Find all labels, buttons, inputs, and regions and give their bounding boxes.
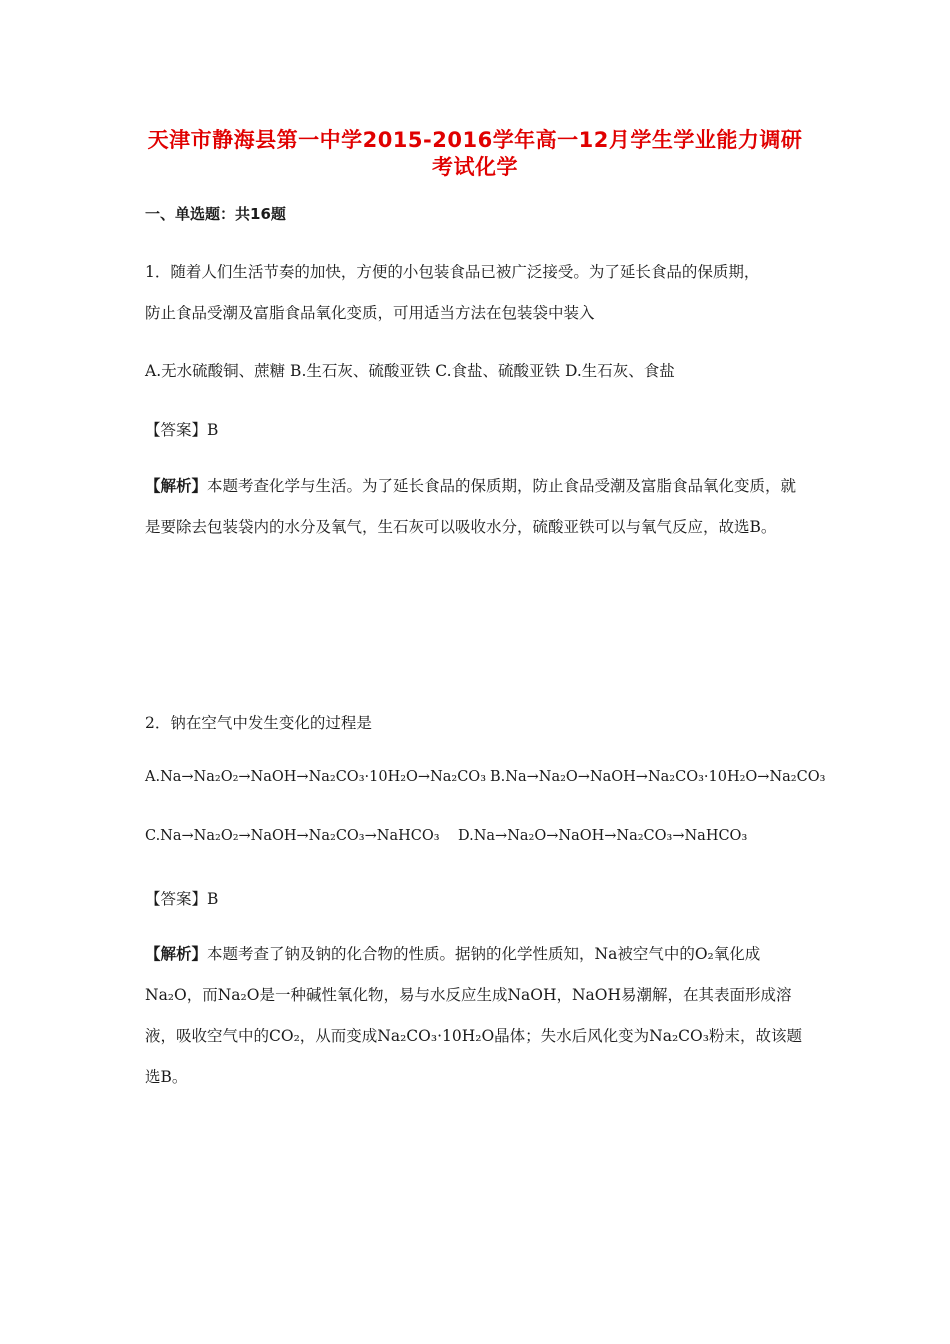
analysis-label: 【解析】 [145,945,208,963]
question-2-option-a: A.Na→Na₂O₂→NaOH→Na₂CO₃·10H₂O→Na₂CO₃ [145,769,487,785]
question-2-option-d: D.Na→Na₂O→NaOH→Na₂CO₃→NaHCO₃ [458,828,748,844]
question-2-answer [145,887,218,909]
answer-label: 【答案】 [145,890,208,908]
section-heading: 一、单选题：共16题 [145,205,286,223]
document-title-line-1: 天津市静海县第一中学2015-2016学年高一12月学生学业能力调研 [147,128,803,152]
document-title-line-2: 考试化学 [432,155,518,179]
question-2-stem: 2．钠在空气中发生变化的过程是 [145,714,372,732]
question-2-analysis [145,934,810,1098]
analysis-label: 【解析】 [145,477,208,495]
question-2-option-c: C.Na→Na₂O₂→NaOH→Na₂CO₃→NaHCO₃ [145,828,440,844]
answer-value: B [207,890,219,908]
answer-value: B [207,421,219,439]
question-1-options: A.无水硫酸铜、蔗糖 B.生石灰、硫酸亚铁 C.食盐、硫酸亚铁 D.生石灰、食盐 [145,362,675,380]
question-1-answer [145,418,218,440]
question-2-options-ab [145,769,825,785]
question-1-stem-line-2: 防止食品受潮及富脂食品氧化变质，可用适当方法在包装袋中装入 [145,304,595,322]
question-2-option-b: B.Na→Na₂O→NaOH→Na₂CO₃·10H₂O→Na₂CO₃ [490,769,826,785]
question-1-stem-line-1: 1．随着人们生活节奏的加快，方便的小包装食品已被广泛接受。为了延长食品的保质期， [145,263,760,281]
answer-label: 【答案】 [145,421,208,439]
question-1-analysis [145,466,810,548]
analysis-text: 本题考查化学与生活。为了延长食品的保质期，防止食品受潮及富脂食品氧化变质，就是要除去包装袋内的水分及氧气，生石灰可以吸收水分，硫酸亚铁可以与氧气反应，故选B。 [145,477,797,536]
analysis-text: 本题考查了钠及钠的化合物的性质。据钠的化学性质知，Na被空气中的O₂氧化成Na₂O，而Na₂O是一种碱性氧化物，易与水反应生成NaOH，NaOH易潮解，在其表面形成溶液，吸收空气中的CO₂，从而变成Na₂CO₃·10H₂O晶体；失水后风化变为Na₂CO₃粉末，故该题选B。 [145,945,802,1086]
